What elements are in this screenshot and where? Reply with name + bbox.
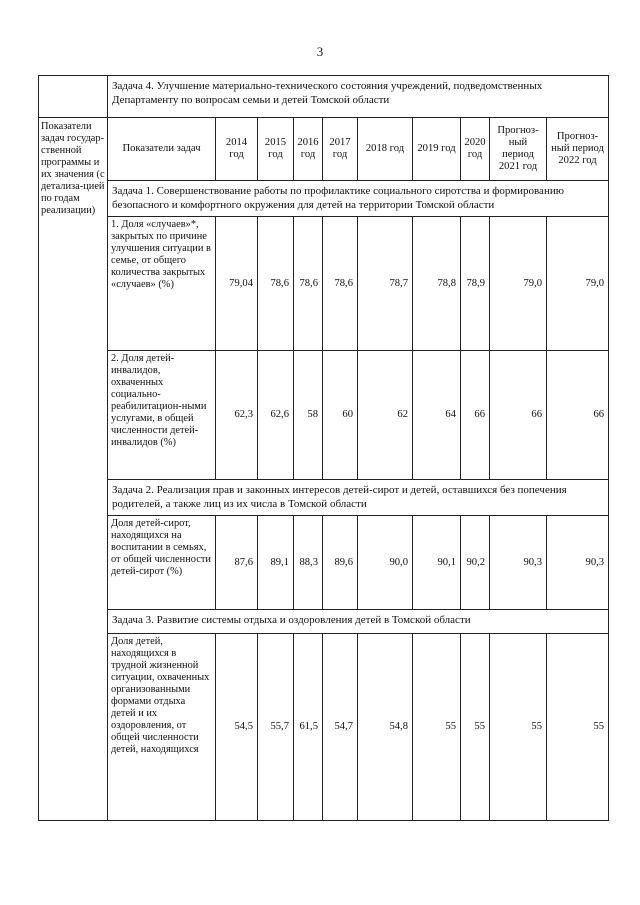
header-2019: 2019 год	[413, 118, 461, 181]
value-cell: 55	[490, 634, 547, 821]
value-cell: 66	[490, 351, 547, 480]
value-cell: 78,6	[294, 217, 323, 351]
value-cell: 78,8	[413, 217, 461, 351]
indicator-label: 2. Доля детей-инвалидов, охваченных социально-реабилитацион-ными услугами, в общей численности детей-инвалидов (%)	[108, 351, 216, 480]
value-cell: 55	[413, 634, 461, 821]
value-cell: 90,2	[461, 516, 490, 610]
value-cell: 58	[294, 351, 323, 480]
indicator-label: Доля детей, находящихся в трудной жизненной ситуации, охваченных организованными формами отдыха детей и их оздоровления, от общей численности детей, находящихся	[108, 634, 216, 821]
value-cell: 79,04	[216, 217, 258, 351]
value-cell: 62	[358, 351, 413, 480]
value-cell: 79,0	[547, 217, 609, 351]
task1-title: Задача 1. Совершенствование работы по профилактике социального сиротства и формированию безопасного и комфортного окружения для детей на территории Томской области	[108, 181, 609, 217]
value-cell: 55,7	[258, 634, 294, 821]
empty-corner-cell	[39, 76, 108, 118]
header-2014: 2014 год	[216, 118, 258, 181]
task3-title: Задача 3. Развитие системы отдыха и оздоровления детей в Томской области	[108, 610, 609, 634]
value-cell: 66	[547, 351, 609, 480]
value-cell: 90,3	[490, 516, 547, 610]
header-2016: 2016 год	[294, 118, 323, 181]
value-cell: 60	[323, 351, 358, 480]
header-2015: 2015 год	[258, 118, 294, 181]
value-cell: 54,5	[216, 634, 258, 821]
header-forecast-2021: Прогноз-ный период 2021 год	[490, 118, 547, 181]
value-cell: 62,3	[216, 351, 258, 480]
value-cell: 78,6	[258, 217, 294, 351]
value-cell: 88,3	[294, 516, 323, 610]
indicator-label: Доля детей-сирот, находящихся на воспитании в семьях, от общей численности детей-сирот (%)	[108, 516, 216, 610]
value-cell: 54,8	[358, 634, 413, 821]
value-cell: 78,9	[461, 217, 490, 351]
value-cell: 54,7	[323, 634, 358, 821]
header-forecast-2022: Прогноз-ный период 2022 год	[547, 118, 609, 181]
value-cell: 90,1	[413, 516, 461, 610]
value-cell: 61,5	[294, 634, 323, 821]
value-cell: 62,6	[258, 351, 294, 480]
value-cell: 87,6	[216, 516, 258, 610]
value-cell: 55	[461, 634, 490, 821]
value-cell: 78,6	[323, 217, 358, 351]
value-cell: 64	[413, 351, 461, 480]
task2-title: Задача 2. Реализация прав и законных интересов детей-сирот и детей, оставшихся без попечения родителей, а также лиц из их числа в Томской области	[108, 480, 609, 516]
value-cell: 55	[547, 634, 609, 821]
header-2017: 2017 год	[323, 118, 358, 181]
value-cell: 66	[461, 351, 490, 480]
value-cell: 89,6	[323, 516, 358, 610]
value-cell: 89,1	[258, 516, 294, 610]
page-number: 3	[316, 44, 324, 59]
task4-title: Задача 4. Улучшение материально-технического состояния учреждений, подведомственных Департаменту по вопросам семьи и детей Томской области	[108, 76, 609, 118]
header-2018: 2018 год	[358, 118, 413, 181]
header-2020: 2020 год	[461, 118, 490, 181]
indicators-table	[38, 75, 609, 821]
value-cell: 78,7	[358, 217, 413, 351]
value-cell: 79,0	[490, 217, 547, 351]
left-column-label: Показатели задач государ-ственной программы и их значения (с детализа-цией по годам реализации)	[39, 118, 108, 821]
header-indicators: Показатели задач	[108, 118, 216, 181]
value-cell: 90,0	[358, 516, 413, 610]
indicator-label: 1. Доля «случаев»*, закрытых по причине улучшения ситуации в семье, от общего количества закрытых «случаев» (%)	[108, 217, 216, 351]
value-cell: 90,3	[547, 516, 609, 610]
